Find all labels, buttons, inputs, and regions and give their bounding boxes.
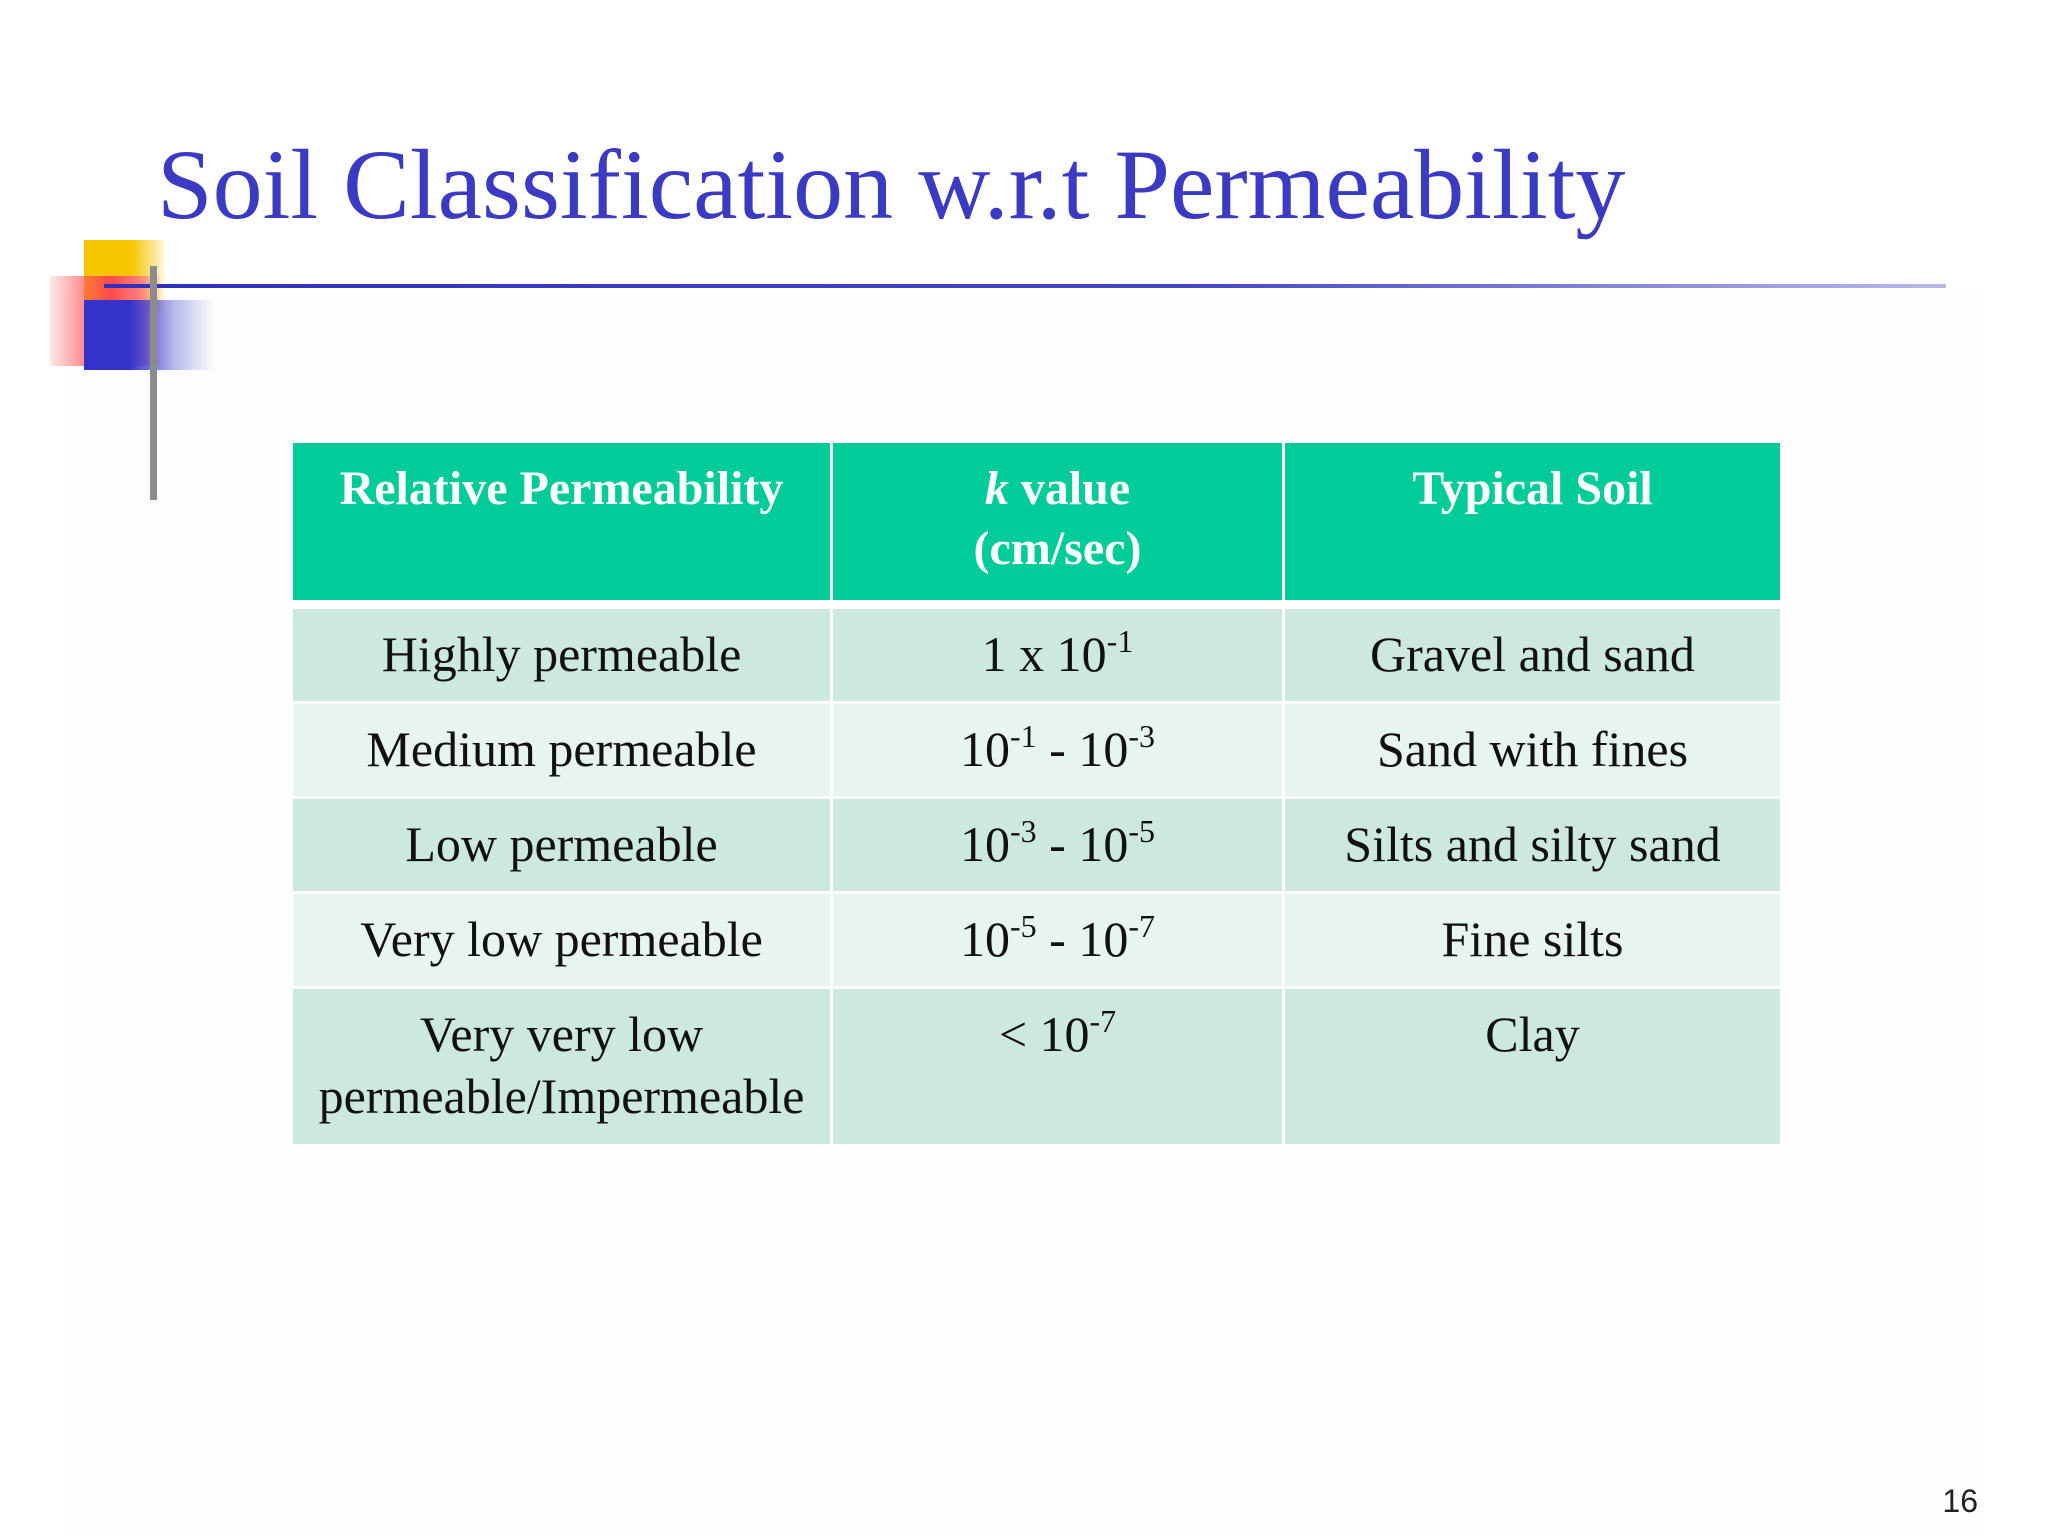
cell-soil: Fine silts xyxy=(1284,893,1782,988)
k-exponent: -5 xyxy=(1128,813,1155,849)
table-header-row xyxy=(292,442,1782,602)
k-exponent: -7 xyxy=(1128,908,1155,944)
table-row xyxy=(292,988,1782,1146)
header-k-units: (cm/sec) xyxy=(973,522,1142,575)
permeability-table-wrapper xyxy=(290,440,1780,1147)
cell-relative xyxy=(292,988,832,1146)
relative-line-1: Very very low xyxy=(419,1006,704,1062)
cell-soil: Sand with fines xyxy=(1284,703,1782,798)
k-exponent: -3 xyxy=(1128,718,1155,754)
table-row xyxy=(292,893,1782,988)
title-underline xyxy=(104,284,1946,288)
cell-k-value xyxy=(832,798,1284,893)
table-row xyxy=(292,608,1782,703)
cell-k-value xyxy=(832,988,1284,1146)
header-relative-permeability: Relative Permeability xyxy=(292,442,832,602)
cell-relative: Low permeable xyxy=(292,798,832,893)
page-number: 16 xyxy=(1942,1483,1978,1519)
header-k-symbol: k xyxy=(984,462,1009,515)
cell-k-value xyxy=(832,893,1284,988)
k-range-to: - 10 xyxy=(1036,721,1129,777)
k-base: 10 xyxy=(960,721,1011,777)
k-exponent: -5 xyxy=(1010,908,1037,944)
k-base: 10 xyxy=(960,911,1011,967)
cell-soil: Clay xyxy=(1284,988,1782,1146)
header-k-value xyxy=(832,442,1284,602)
cell-k-value xyxy=(832,703,1284,798)
permeability-table xyxy=(290,440,1783,1147)
table-row xyxy=(292,798,1782,893)
table-row xyxy=(292,703,1782,798)
cell-relative: Medium permeable xyxy=(292,703,832,798)
slide-title: Soil Classification w.r.t Permeability xyxy=(157,129,1626,240)
relative-line-2: permeable/Impermeable xyxy=(318,1068,805,1124)
cell-soil: Gravel and sand xyxy=(1284,608,1782,703)
cell-relative: Very low permeable xyxy=(292,893,832,988)
header-k-label: value xyxy=(1008,462,1131,515)
decorative-gray-bar xyxy=(150,266,157,500)
k-exponent: -7 xyxy=(1089,1003,1117,1039)
k-exponent: -3 xyxy=(1010,813,1037,849)
k-base: 10 xyxy=(960,816,1011,872)
k-exponent: -1 xyxy=(1010,718,1037,754)
k-exponent: -1 xyxy=(1106,623,1134,659)
cell-k-value xyxy=(832,608,1284,703)
k-range-to: - 10 xyxy=(1036,816,1129,872)
k-base: 1 x 10 xyxy=(981,626,1107,682)
k-base: < 10 xyxy=(998,1006,1090,1062)
k-range-to: - 10 xyxy=(1036,911,1129,967)
cell-relative: Highly permeable xyxy=(292,608,832,703)
header-typical-soil: Typical Soil xyxy=(1284,442,1782,602)
decorative-blue-square xyxy=(84,300,214,370)
cell-soil: Silts and silty sand xyxy=(1284,798,1782,893)
